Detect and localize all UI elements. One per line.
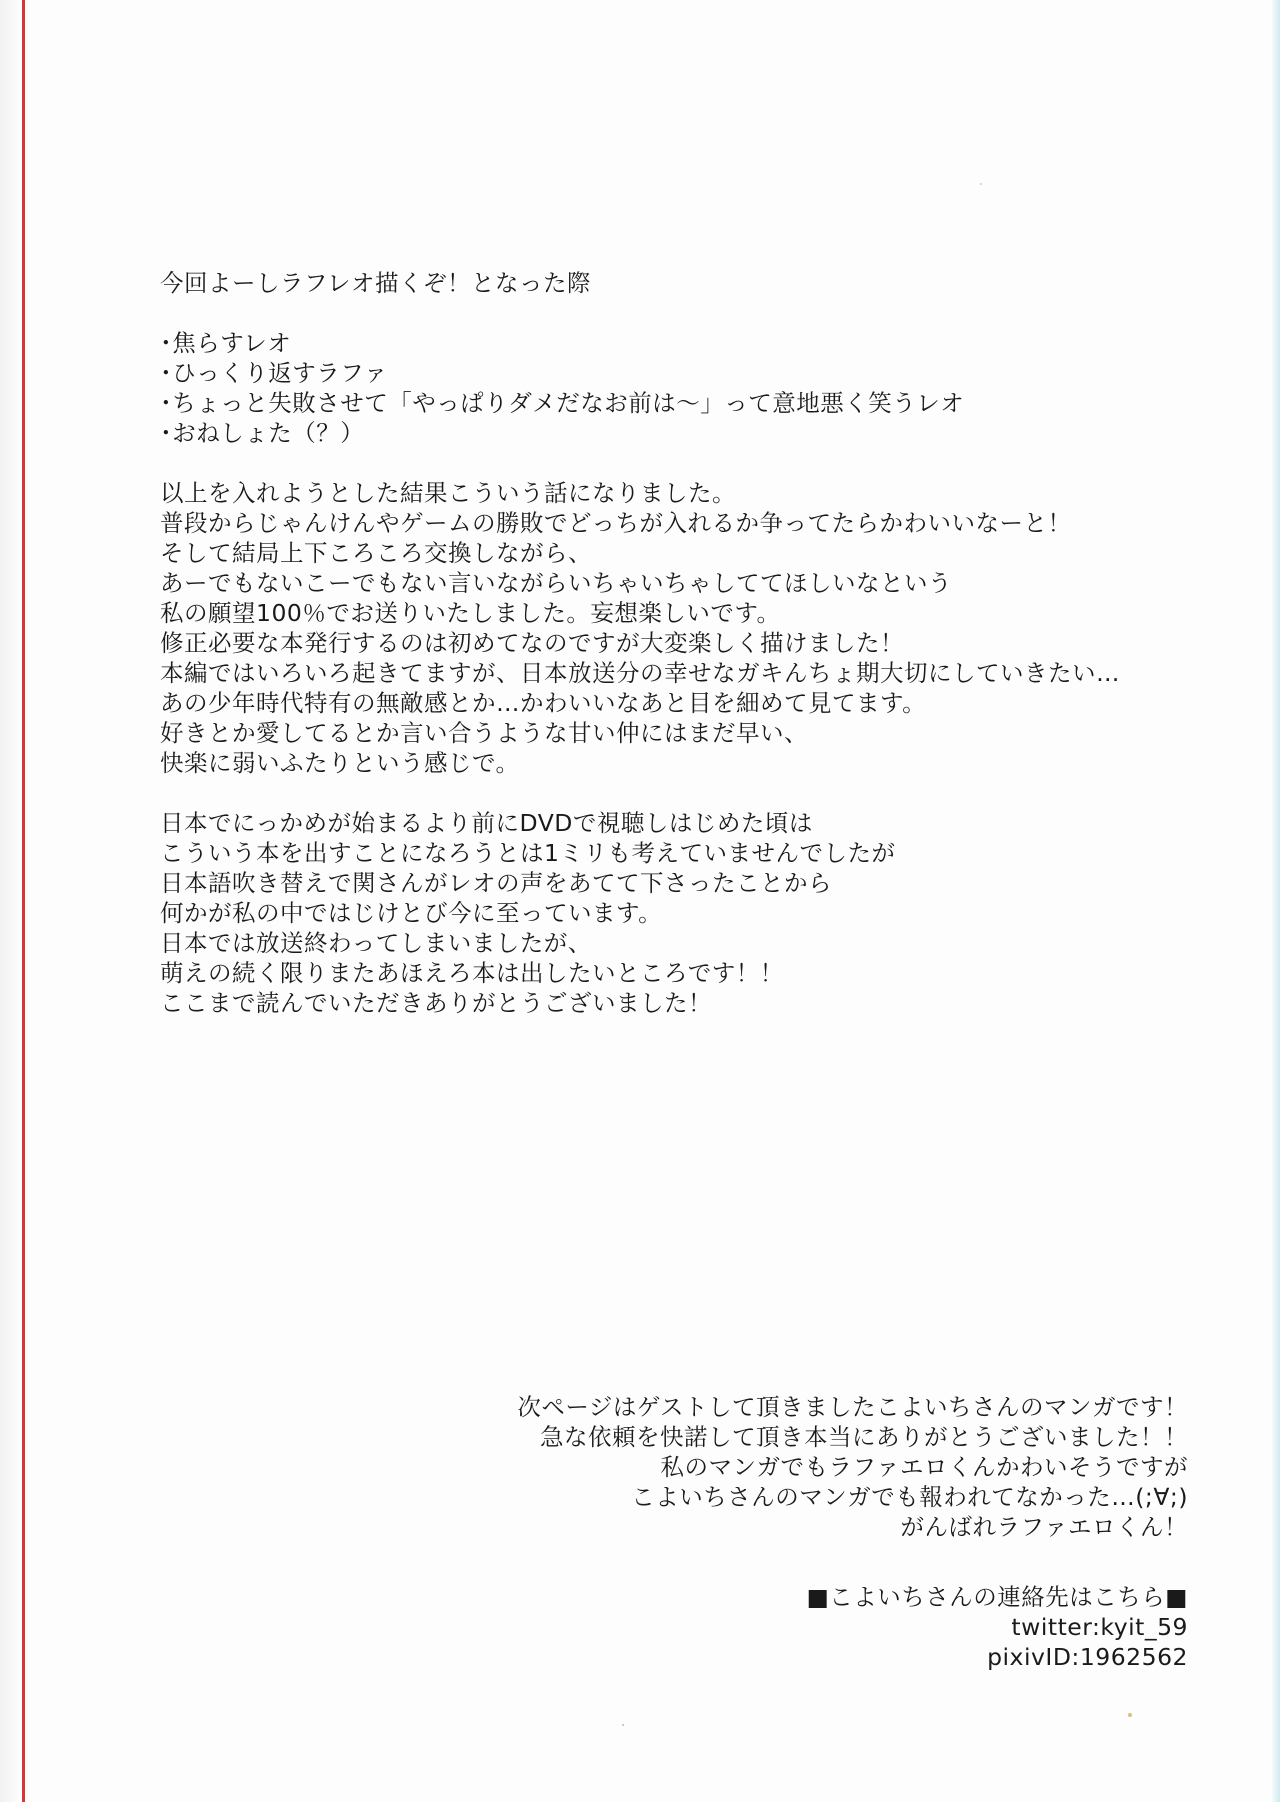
paragraph-line: あーでもないこーでもない言いながらいちゃいちゃしててほしいなという xyxy=(160,569,952,597)
scan-dust xyxy=(980,183,982,185)
scan-dust xyxy=(622,1724,624,1726)
binding-edge-line xyxy=(22,0,25,1802)
paragraph-line: 快楽に弱いふたりという感じで。 xyxy=(160,749,520,777)
paragraph-line: 以上を入れようとした結果こういう話になりました。 xyxy=(160,479,736,507)
paragraph-line: 日本でにっかめが始まるより前にDVDで視聴しはじめた頃は xyxy=(160,809,813,837)
guest-note-line: がんばれラファエロくん！ xyxy=(900,1513,1188,1541)
contact-heading: ■こよいちさんの連絡先はこちら■ xyxy=(806,1583,1188,1611)
paragraph-line: 日本語吹き替えで関さんがレオの声をあてて下さったことから xyxy=(160,869,832,897)
guest-note-line: 急な依頼を快諾して頂き本当にありがとうございました！！ xyxy=(540,1423,1188,1451)
twitter-handle: twitter:kyit_59 xyxy=(1011,1613,1188,1641)
paragraph-line: 何かが私の中ではじけとび今に至っています。 xyxy=(160,899,663,927)
contact-info xyxy=(588,1582,1188,1672)
spacer xyxy=(160,298,1220,328)
scan-dust xyxy=(1128,1713,1132,1717)
bullet-item: ･焦らすレオ xyxy=(160,329,292,357)
paragraph-line: 私の願望100％でお送りいたしました。妄想楽しいです。 xyxy=(160,599,781,627)
guest-note-line: こよいちさんのマンガでも報われてなかった…(;∀;) xyxy=(631,1483,1188,1511)
paragraph-line: 普段からじゃんけんやゲームの勝敗でどっちが入れるか争ってたらかわいいなーと！ xyxy=(160,509,1072,537)
intro-line: 今回よーしラフレオ描くぞ！となった際 xyxy=(160,269,592,297)
guest-note-line: 私のマンガでもラファエロくんかわいそうですが xyxy=(660,1453,1188,1481)
page-shadow-left xyxy=(0,0,18,1802)
paragraph-line: 修正必要な本発行するのは初めてなのですが大変楽しく描けました！ xyxy=(160,629,904,657)
paragraph-line: こういう本を出すことになろうとは1ミリも考えていませんでしたが xyxy=(160,839,896,867)
paragraph-line: 好きとか愛してるとか言い合うような甘い仲にはまだ早い、 xyxy=(160,719,808,747)
paragraph-line: ここまで読んでいただきありがとうございました！ xyxy=(160,989,712,1017)
page-edge-right xyxy=(1270,0,1280,1802)
paragraph-line: あの少年時代特有の無敵感とか…かわいいなあと目を細めて見てます。 xyxy=(160,689,927,717)
paragraph-line: 本編ではいろいろ起きてますが、日本放送分の幸せなガキんちょ期大切にしていきたい… xyxy=(160,659,1120,687)
guest-note xyxy=(288,1392,1188,1542)
paragraph-line: 萌えの続く限りまたあほえろ本は出したいところです！！ xyxy=(160,959,784,987)
bullet-item: ･ひっくり返すラファ xyxy=(160,359,388,387)
pixiv-id: pixivID:1962562 xyxy=(987,1643,1188,1671)
guest-note-line: 次ページはゲストして頂きましたこよいちさんのマンガです！ xyxy=(517,1393,1188,1421)
paragraph-line: そして結局上下ころころ交換しながら、 xyxy=(160,539,592,567)
paragraph-line: 日本では放送終わってしまいましたが、 xyxy=(160,929,592,957)
bullet-item: ･おねしょた（？） xyxy=(160,419,365,447)
spacer xyxy=(160,448,1220,478)
spacer xyxy=(160,778,1220,808)
afterword-text xyxy=(160,268,1220,1018)
bullet-item: ･ちょっと失敗させて「やっぱりダメだなお前は～」って意地悪く笑うレオ xyxy=(160,389,965,417)
